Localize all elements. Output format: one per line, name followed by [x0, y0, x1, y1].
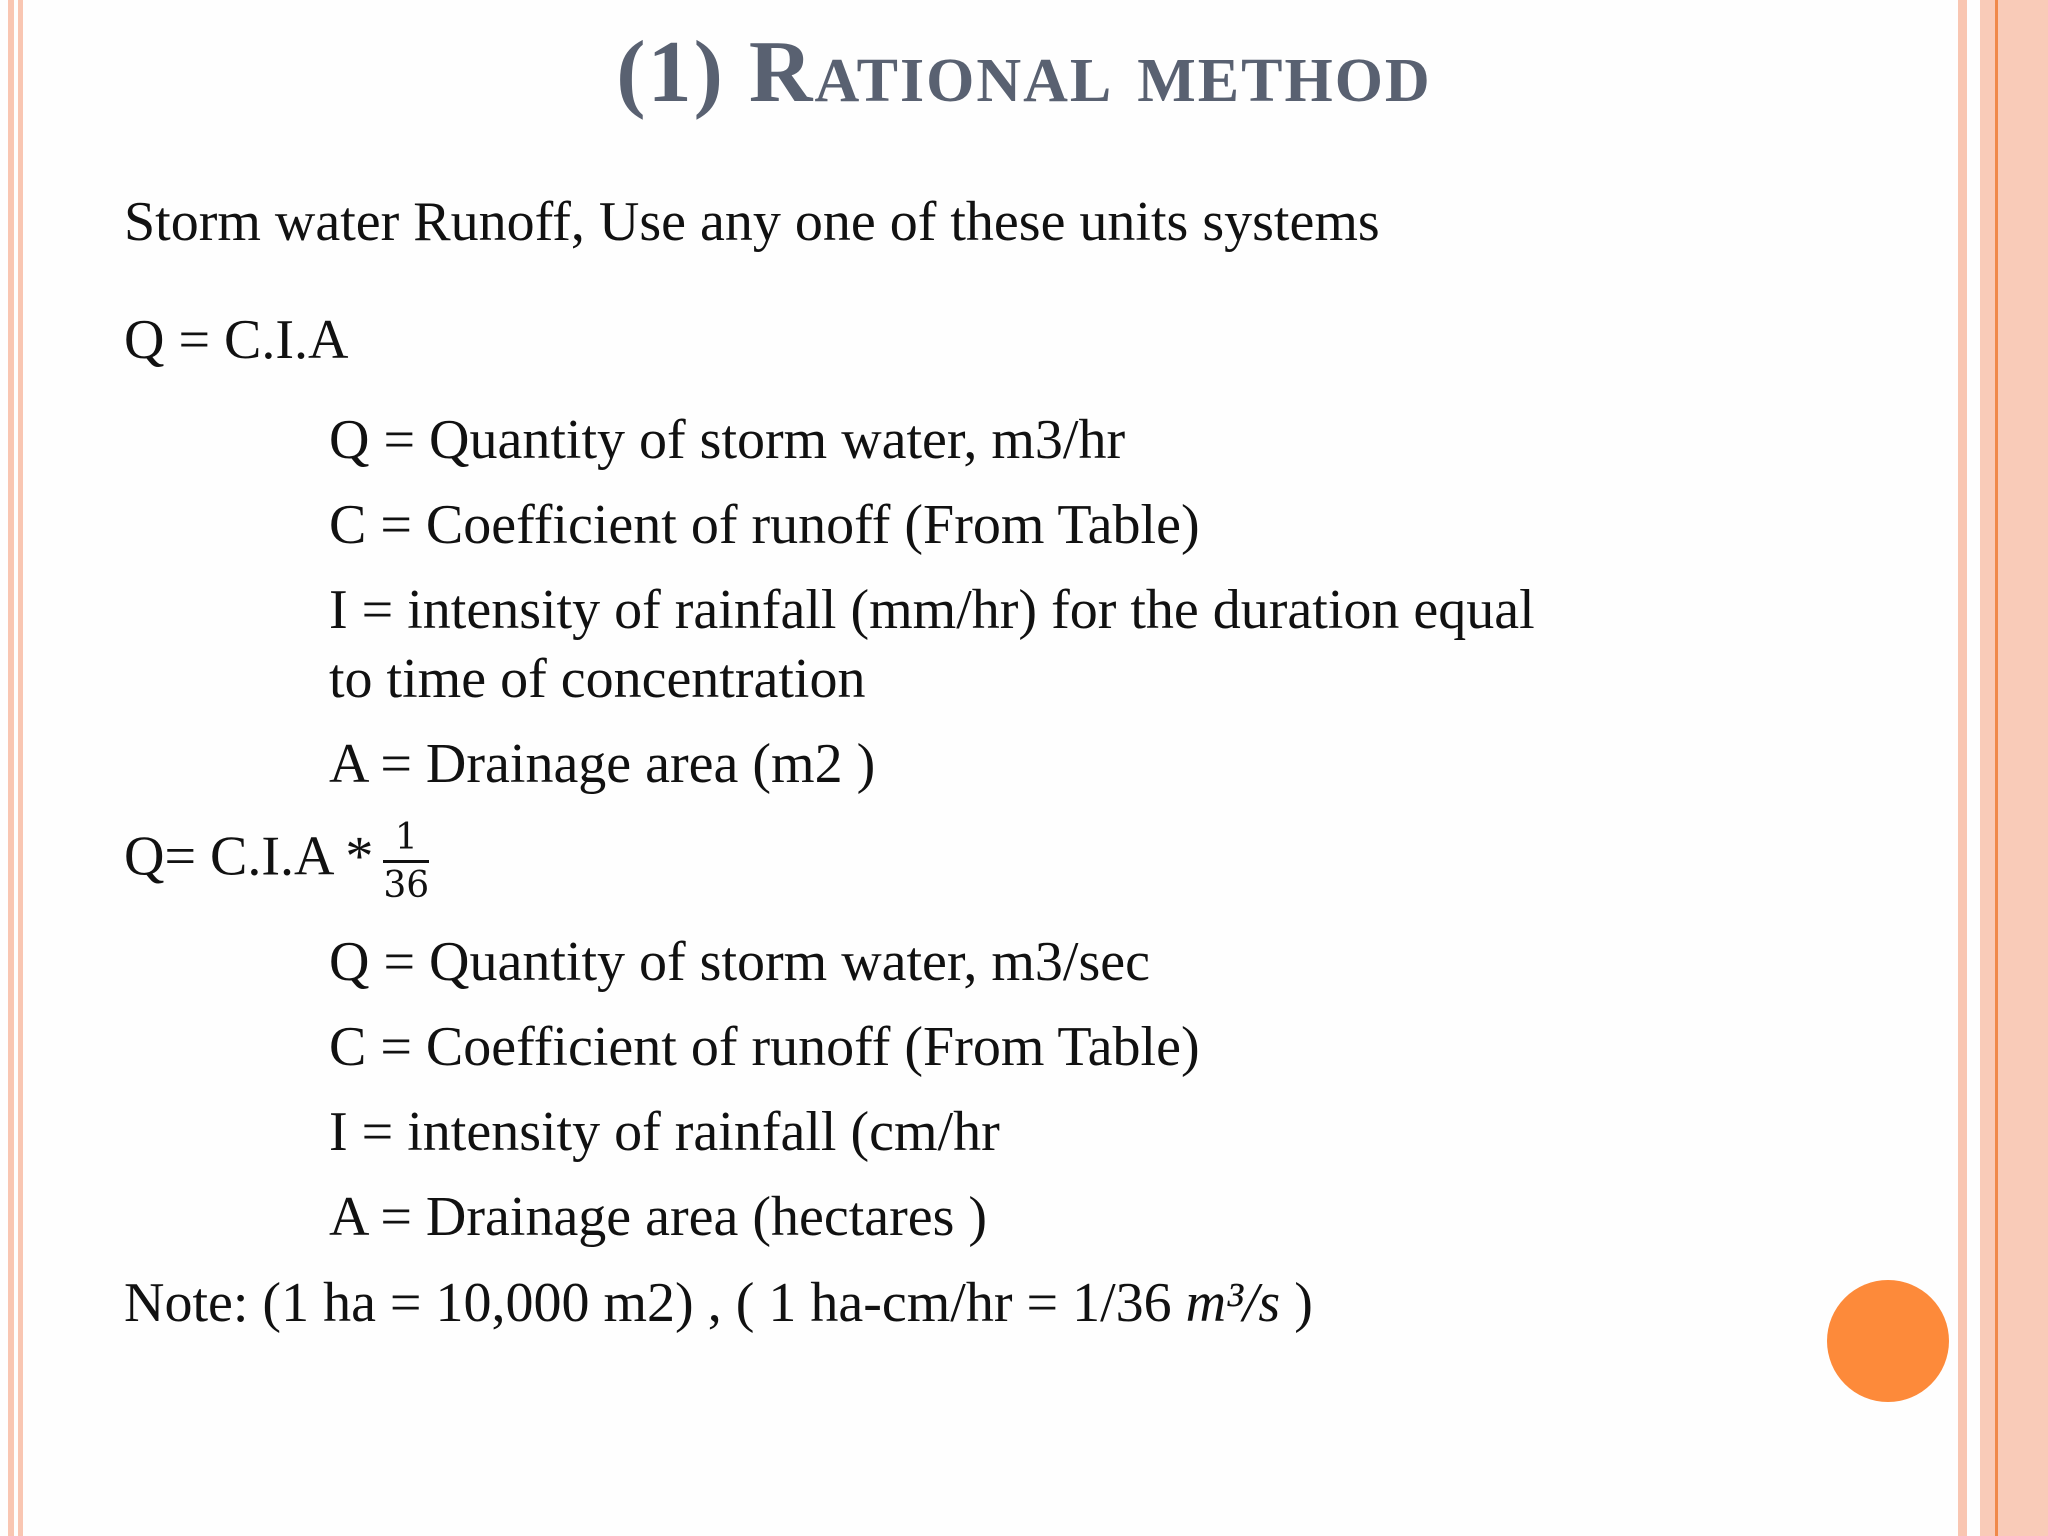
definition: A = Drainage area (m2 ) [329, 733, 876, 795]
note [124, 1272, 1313, 1334]
definition: C = Coefficient of runoff (From Table) [329, 494, 1200, 556]
definition: Q = Quantity of storm water, m3/sec [329, 931, 1150, 993]
right-border-stripe [1958, 0, 1967, 1536]
right-border-band [1980, 0, 2048, 1536]
right-border-line [1995, 0, 1998, 1536]
definition: Q = Quantity of storm water, m3/hr [329, 409, 1126, 471]
fraction-denominator: 36 [383, 865, 430, 906]
note-close: ) [1280, 1272, 1313, 1334]
formula-1: Q = C.I.A [124, 309, 349, 371]
left-border-stripe [8, 0, 14, 1536]
decorative-circle [1827, 1280, 1949, 1402]
formula-2-prefix: Q= C.I.A * [124, 825, 374, 888]
left-border-stripe [18, 0, 23, 1536]
fraction-numerator: 1 [383, 815, 429, 863]
fraction [383, 815, 429, 908]
definition: C = Coefficient of runoff (From Table) [329, 1016, 1200, 1078]
note-text: Note: (1 ha = 10,000 m2) , ( 1 ha-cm/hr = 1/36 [124, 1272, 1186, 1334]
definition: A = Drainage area (hectares ) [329, 1186, 988, 1248]
note-math: m³/s [1185, 1272, 1281, 1334]
definition: I = intensity of rainfall (cm/hr [329, 1101, 1000, 1163]
definition: to time of concentration [329, 648, 866, 710]
intro-text: Storm water Runoff, Use any one of these units systems [124, 191, 1380, 253]
definition: I = intensity of rainfall (mm/hr) for the duration equal [329, 579, 1535, 641]
slide-title: (1) Rational method [616, 24, 1432, 121]
formula-2 [124, 815, 429, 908]
